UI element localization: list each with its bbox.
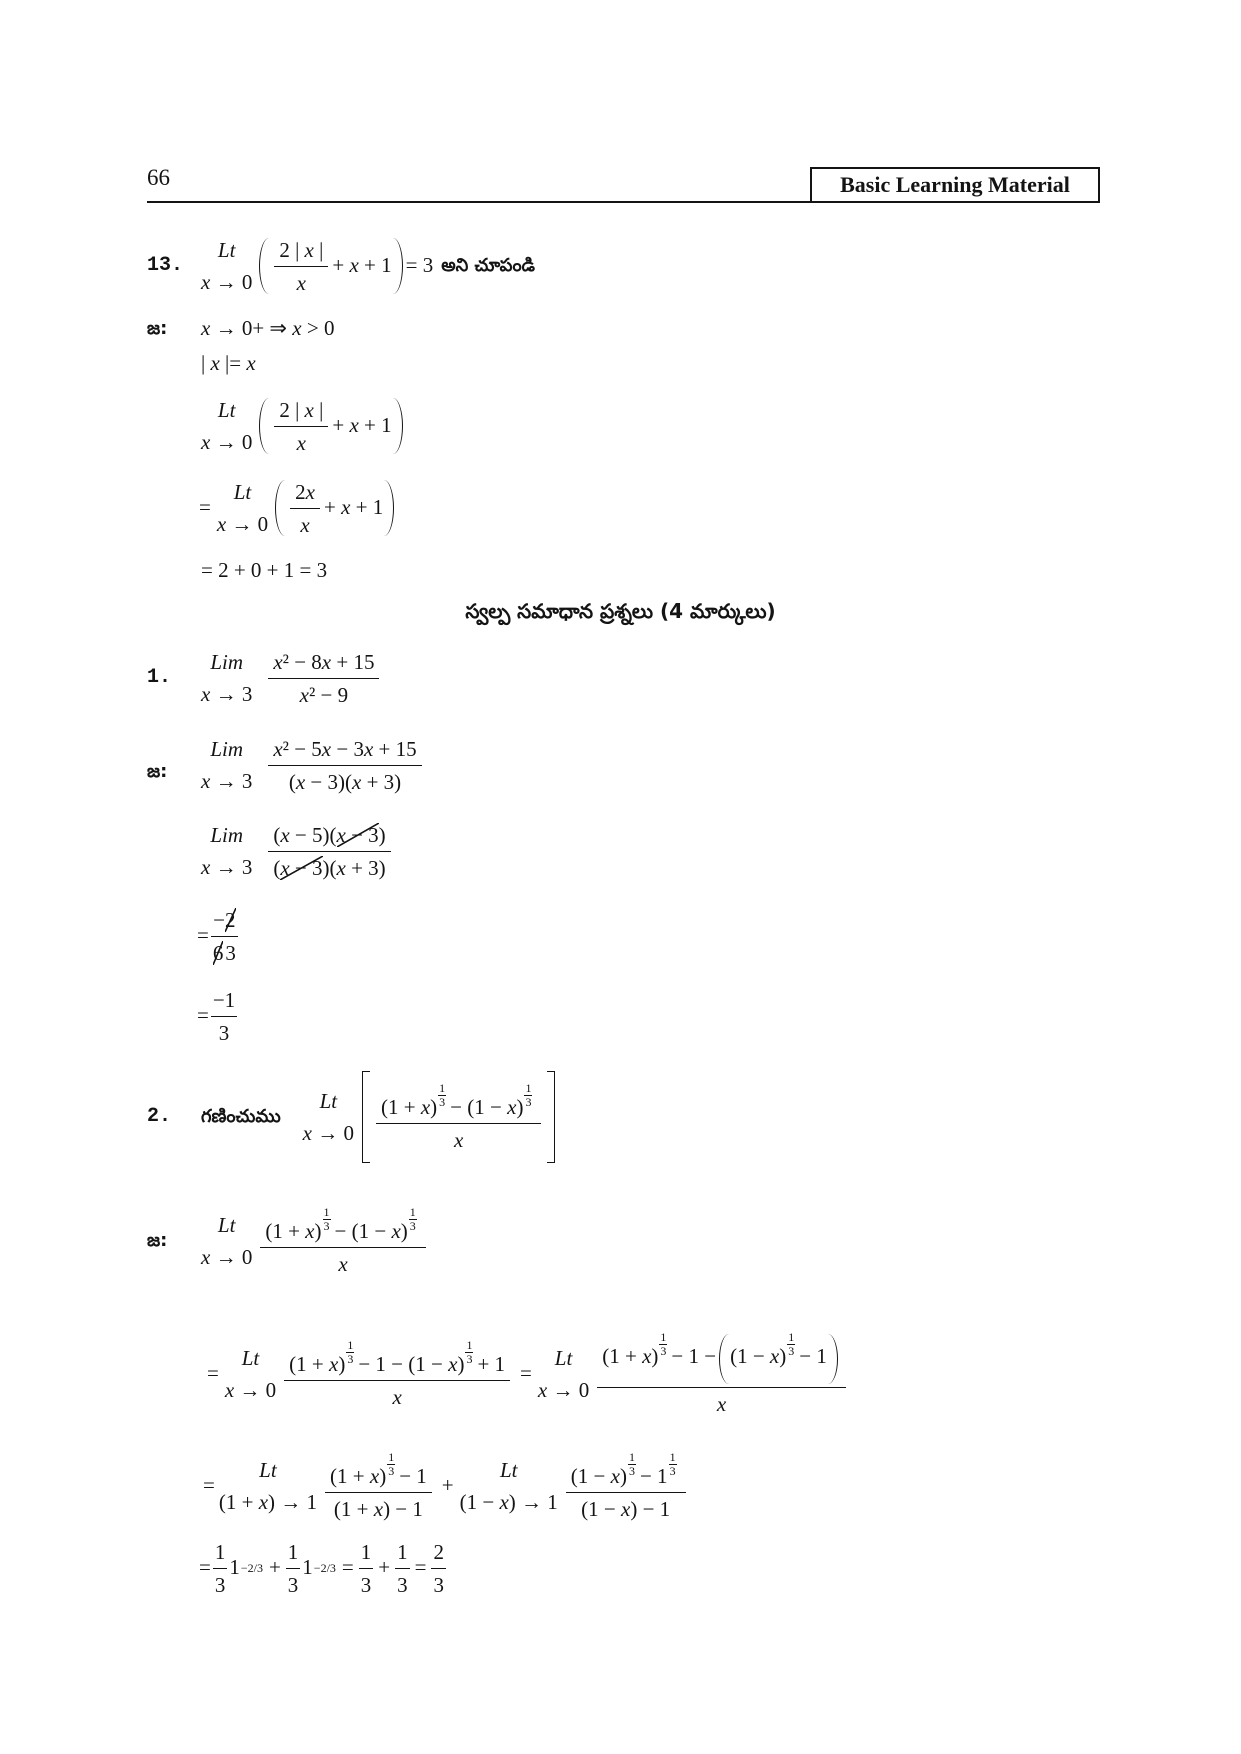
math-variable: x — [201, 316, 211, 341]
math-variable: x — [369, 1463, 380, 1488]
fraction — [284, 1339, 510, 1410]
instruction-text: గణించుము — [201, 1106, 281, 1128]
term: (1 + x) — [602, 1344, 659, 1369]
denominator: 3 — [431, 1568, 446, 1598]
math-variable: x — [304, 397, 314, 422]
left-bracket — [362, 1071, 370, 1163]
limit-label — [234, 476, 252, 508]
limit-approach: x → 0 — [201, 430, 253, 454]
math-variable: x — [201, 1245, 211, 1269]
cancelled-term: 6 — [212, 940, 224, 965]
math-variable: x — [448, 1351, 458, 1376]
numerator: 1 — [287, 1539, 299, 1564]
denominator: 3 — [213, 1568, 228, 1598]
fraction — [395, 1539, 410, 1598]
limit-label — [218, 234, 236, 266]
math-variable: x — [201, 270, 211, 294]
answer-label: జ: — [147, 761, 168, 783]
equals-sign: = — [341, 1555, 354, 1580]
limit-label — [210, 819, 243, 851]
limit-operator — [225, 1342, 276, 1406]
math-variable: x — [351, 769, 362, 794]
term: − (1 − x) — [334, 1218, 408, 1243]
math-variable: x — [246, 351, 256, 376]
numerator — [260, 1206, 425, 1247]
exponent-denominator: 3 — [409, 1218, 416, 1233]
fraction — [286, 1539, 301, 1598]
exponent-numerator: 1 — [439, 1080, 446, 1095]
math-variable: x — [258, 1490, 269, 1514]
numerator: 2 | x | — [279, 237, 324, 262]
math-variable: x — [420, 1094, 431, 1119]
solution-13-step-3 — [201, 396, 406, 456]
term: − 1 — [639, 1463, 668, 1488]
right-bracket — [547, 1071, 555, 1163]
limit-operator — [538, 1342, 589, 1406]
exponent-numerator: 1 — [669, 1449, 676, 1464]
math-variable: x — [321, 649, 332, 674]
math-variable: x — [300, 512, 310, 537]
limit-approach: x → 3 — [201, 855, 253, 879]
math-variable: x — [336, 822, 346, 847]
numerator: 2 | x | — [279, 397, 324, 422]
math-variable: x — [280, 855, 290, 880]
limit-label — [320, 1085, 338, 1117]
book-title-box: Basic Learning Material — [810, 167, 1100, 203]
answer-label: జ: — [147, 318, 168, 340]
numerator: 1 — [360, 1539, 372, 1564]
limit-approach: x → 3 — [201, 682, 253, 706]
denominator: 3 — [211, 1016, 237, 1046]
solution-1-step-1 — [147, 735, 426, 795]
limit-approach: (1 − x) → 1 — [459, 1490, 558, 1514]
math-variable: x — [280, 822, 290, 847]
math-variable: x — [391, 1218, 401, 1243]
exponent-denominator: 3 — [660, 1344, 667, 1359]
numerator — [566, 1451, 686, 1492]
solution-13-step-2 — [201, 350, 256, 378]
math-variable: x — [210, 351, 220, 376]
question-number: 1. — [147, 666, 172, 689]
solution-13-step-5 — [201, 557, 327, 585]
exponent-numerator: 1 — [525, 1080, 532, 1095]
exponent-numerator: 1 — [388, 1449, 395, 1464]
numerator: 1 — [397, 1539, 408, 1564]
limit-label — [218, 1209, 236, 1241]
exponent-fraction — [524, 1082, 532, 1109]
power-exponent: −2/3 — [240, 1560, 263, 1575]
exponent-fraction — [387, 1451, 395, 1478]
math-variable: x — [201, 855, 211, 879]
math-variable: x — [224, 1378, 235, 1402]
fraction — [268, 649, 379, 708]
denominator — [268, 851, 390, 881]
question-number: 2. — [147, 1105, 172, 1128]
right-paren — [828, 1334, 838, 1384]
math-variable: x — [295, 769, 306, 794]
numerator — [597, 1331, 846, 1386]
math-variable: Lim — [210, 737, 243, 761]
denominator: x² − 9 — [268, 678, 379, 708]
question-number: 13. — [147, 254, 184, 277]
factor: ( — [273, 855, 281, 880]
math-variable: Lt — [259, 1458, 277, 1482]
minus-sign: − — [213, 907, 226, 932]
math-variable: x — [769, 1344, 780, 1369]
fraction — [268, 822, 390, 881]
term: (1 + x) — [381, 1094, 438, 1119]
limit-operator — [201, 819, 252, 883]
expression-term: + x + 1 — [332, 253, 392, 278]
limit-label — [500, 1454, 518, 1486]
power-base: 1 — [302, 1555, 313, 1580]
limit-label — [259, 1454, 277, 1486]
math-variable: x — [716, 1391, 727, 1416]
math-variable: x — [642, 1344, 652, 1369]
power-exponent: −2/3 — [313, 1560, 336, 1575]
exponent-denominator: 3 — [347, 1351, 354, 1366]
solution-2-step-2 — [207, 1324, 850, 1424]
expression-term: + x + 1 — [324, 495, 384, 520]
math-variable: x — [341, 495, 351, 520]
limit-operator — [217, 476, 268, 540]
limit-label — [210, 646, 243, 678]
limit-approach: x → 0 — [216, 512, 269, 536]
term: − (1 − x) — [450, 1094, 524, 1119]
exponent-numerator: 1 — [628, 1449, 635, 1464]
term: (1 + x) — [289, 1351, 346, 1376]
math-variable: x — [349, 413, 359, 438]
exponent-fraction — [346, 1339, 354, 1366]
expression-term: + x + 1 — [332, 413, 392, 438]
fraction — [260, 1206, 425, 1277]
question-1 — [147, 648, 383, 708]
section-heading: స్వల్ప సమాధాన ప్రశ్నలు (4 మార్కులు) — [465, 599, 776, 623]
math-variable: Lt — [217, 238, 236, 262]
exponent-fraction — [659, 1331, 667, 1358]
term: − 1 − — [671, 1344, 717, 1369]
numerator: x² − 5x − 3x + 15 — [273, 736, 417, 761]
term: + 1 — [477, 1351, 506, 1376]
math-variable: x — [363, 736, 374, 761]
cancelled-term: x − 3 — [336, 822, 379, 847]
exponent-denominator: 3 — [788, 1344, 795, 1359]
math-variable: x — [621, 1496, 631, 1521]
exponent-fraction — [323, 1206, 331, 1233]
left-paren — [719, 1334, 729, 1384]
limit-label — [210, 733, 243, 765]
denominator — [376, 1123, 541, 1153]
fraction — [213, 1539, 228, 1598]
denominator — [597, 1387, 846, 1417]
exponent-numerator: 1 — [323, 1204, 330, 1219]
math-variable: Lt — [241, 1346, 260, 1370]
equals-sign: = — [199, 495, 211, 520]
numerator — [325, 1451, 432, 1492]
denominator — [290, 508, 320, 538]
math-variable: x — [454, 1127, 464, 1152]
limit-approach: x → 0 — [201, 270, 253, 294]
fraction — [431, 1539, 446, 1598]
limit-approach: x → 0 — [224, 1378, 277, 1402]
limit-operator — [201, 646, 252, 710]
term: (1 + x) — [330, 1463, 387, 1488]
remaining-term: 3 — [225, 940, 236, 965]
limit-label — [555, 1342, 573, 1374]
solution-13-step-4 — [199, 478, 397, 538]
limit-approach: x → 0 — [537, 1378, 590, 1402]
exponent-denominator: 3 — [466, 1351, 473, 1366]
numerator — [284, 1339, 510, 1380]
limit-operator — [460, 1454, 558, 1518]
math-variable: x — [304, 237, 314, 262]
math-variable: x — [201, 430, 211, 454]
exponent-numerator: 1 — [409, 1204, 416, 1219]
exponent-fraction — [465, 1339, 473, 1366]
math-variable: Lt — [217, 1213, 236, 1237]
answer-label: జ: — [147, 1230, 168, 1252]
limit-label — [218, 394, 236, 426]
math-line: = 2 + 0 + 1 = 3 — [201, 558, 328, 583]
term: − 1 — [399, 1463, 427, 1488]
fraction — [274, 397, 328, 456]
left-paren — [275, 480, 285, 536]
math-variable: x — [216, 512, 227, 536]
limit-operator — [201, 733, 252, 797]
fraction — [211, 907, 238, 966]
solution-2-step-4 — [199, 1538, 448, 1598]
cancelled-term: 2 — [225, 907, 236, 932]
math-variable: x — [292, 316, 302, 341]
exponent-fraction — [669, 1451, 677, 1478]
exponent-denominator: 3 — [669, 1463, 676, 1478]
factor: )(x + 3) — [322, 855, 386, 880]
math-variable: x — [273, 736, 283, 761]
math-variable: Lt — [319, 1089, 338, 1113]
limit-operator — [201, 1209, 252, 1273]
plus-sign: + — [441, 1473, 454, 1498]
math-variable: Lim — [210, 823, 243, 847]
header-rule — [147, 201, 1100, 203]
limit-operator — [201, 394, 252, 458]
denominator: 3 — [286, 1568, 301, 1598]
math-variable: x — [537, 1378, 548, 1402]
exponent-numerator: 1 — [347, 1337, 354, 1352]
plus-sign: + — [268, 1555, 281, 1580]
fraction — [268, 736, 421, 795]
solution-2-step-3 — [203, 1451, 690, 1521]
math-variable: x — [507, 1094, 517, 1119]
term: (1 + x) — [265, 1218, 322, 1243]
math-variable: Lt — [554, 1346, 573, 1370]
fraction — [376, 1082, 541, 1153]
right-paren — [393, 238, 403, 294]
denominator: 3 — [395, 1568, 410, 1598]
exponent-denominator: 3 — [388, 1463, 395, 1478]
equals-sign: = — [197, 1003, 209, 1028]
exponent-fraction — [409, 1206, 417, 1233]
numerator — [211, 907, 238, 936]
fraction — [359, 1539, 374, 1598]
math-variable: x — [373, 1496, 384, 1521]
exponent-fraction — [628, 1451, 636, 1478]
denominator: (x − 3)(x + 3) — [268, 765, 421, 795]
factor: ) — [378, 822, 386, 847]
math-variable: Lt — [217, 398, 236, 422]
limit-approach: x → 0 — [302, 1121, 354, 1145]
equals-sign: = — [197, 923, 209, 948]
math-variable: x — [201, 682, 211, 706]
question-13 — [147, 236, 535, 296]
math-variable: Lt — [499, 1458, 518, 1482]
math-variable: x — [296, 270, 306, 295]
equals-sign: = — [207, 1361, 219, 1386]
exponent-numerator: 1 — [788, 1330, 795, 1345]
numerator: 2x — [295, 479, 315, 504]
math-variable: x — [610, 1463, 620, 1488]
instruction-text: అని చూపండి — [441, 255, 535, 277]
exponent-numerator: 1 — [660, 1330, 667, 1345]
solution-1-step-2 — [201, 821, 395, 881]
question-2 — [147, 1067, 559, 1167]
plus-sign: + — [378, 1555, 391, 1580]
limit-approach: x → 0 — [201, 1245, 253, 1269]
limit-operator — [303, 1085, 354, 1149]
limit-operator — [201, 234, 252, 298]
right-paren — [393, 398, 403, 454]
equals-sign: = — [199, 1555, 211, 1580]
math-line: | x |= x — [201, 351, 256, 376]
exponent-denominator: 3 — [439, 1094, 446, 1109]
math-variable: x — [499, 1490, 509, 1514]
denominator: (1 − x) − 1 — [566, 1492, 686, 1522]
right-paren — [384, 480, 394, 536]
math-variable: x — [349, 253, 359, 278]
fraction — [274, 237, 328, 296]
numerator — [376, 1082, 541, 1123]
denominator: (1 + x) − 1 — [325, 1492, 432, 1522]
term: − 1 — [799, 1344, 827, 1369]
limit-label — [242, 1342, 260, 1374]
exponent-denominator: 3 — [323, 1218, 330, 1233]
numerator: −1 — [212, 987, 236, 1012]
page-number: 66 — [147, 165, 170, 190]
fraction — [325, 1451, 432, 1522]
math-variable: x — [338, 1251, 348, 1276]
left-paren — [259, 398, 269, 454]
equation-rhs: = 3 — [405, 253, 434, 278]
fraction — [211, 987, 237, 1046]
numerator: x² − 8x + 15 — [273, 649, 375, 674]
equals-sign: = — [520, 1361, 532, 1386]
exponent-fraction — [787, 1331, 795, 1358]
denominator — [274, 266, 328, 296]
numerator: 2 — [433, 1539, 444, 1564]
denominator: 3 — [359, 1568, 374, 1598]
math-line: x → 0+ ⇒ x > 0 — [201, 316, 335, 341]
fraction — [290, 479, 320, 538]
limit-approach: x → 3 — [201, 769, 253, 793]
fraction — [566, 1451, 686, 1522]
equals-sign: = — [203, 1473, 215, 1498]
math-variable: x — [201, 769, 211, 793]
math-variable: x — [305, 479, 315, 504]
solution-1-step-3 — [197, 906, 240, 966]
factor: (x − 5)( — [273, 822, 337, 847]
term: − 1 − (1 − x) — [358, 1351, 465, 1376]
math-variable: x — [273, 649, 283, 674]
limit-approach: (1 + x) → 1 — [218, 1490, 318, 1514]
math-variable: x — [305, 1218, 315, 1243]
term: (1 − x) — [730, 1344, 787, 1369]
numerator: 1 — [214, 1539, 226, 1564]
solution-13-step-1 — [147, 315, 334, 343]
numerator — [268, 822, 390, 851]
exponent-fraction — [438, 1082, 446, 1109]
denominator — [260, 1247, 425, 1277]
limit-operator — [219, 1454, 317, 1518]
math-variable: x — [329, 1351, 339, 1376]
math-variable: x — [302, 1121, 312, 1145]
cancelled-term: x − 3 — [280, 855, 323, 880]
math-variable: Lt — [233, 480, 252, 504]
exponent-numerator: 1 — [466, 1337, 473, 1352]
solution-2-step-1 — [147, 1206, 430, 1276]
exponent-denominator: 3 — [628, 1463, 635, 1478]
solution-1-step-4 — [197, 986, 239, 1046]
math-variable: x — [336, 855, 346, 880]
power-base: 1 — [229, 1555, 240, 1580]
math-variable: x — [392, 1384, 402, 1409]
math-variable: x — [321, 736, 332, 761]
fraction — [597, 1331, 846, 1416]
math-variable: Lim — [210, 650, 243, 674]
term: (1 − x) — [570, 1463, 627, 1488]
denominator — [274, 426, 328, 456]
left-paren — [259, 238, 269, 294]
math-variable: x — [299, 682, 309, 707]
math-variable: x — [296, 430, 306, 455]
denominator — [284, 1380, 510, 1410]
denominator — [211, 936, 238, 966]
exponent-denominator: 3 — [525, 1094, 532, 1109]
equals-sign: = — [414, 1555, 427, 1580]
